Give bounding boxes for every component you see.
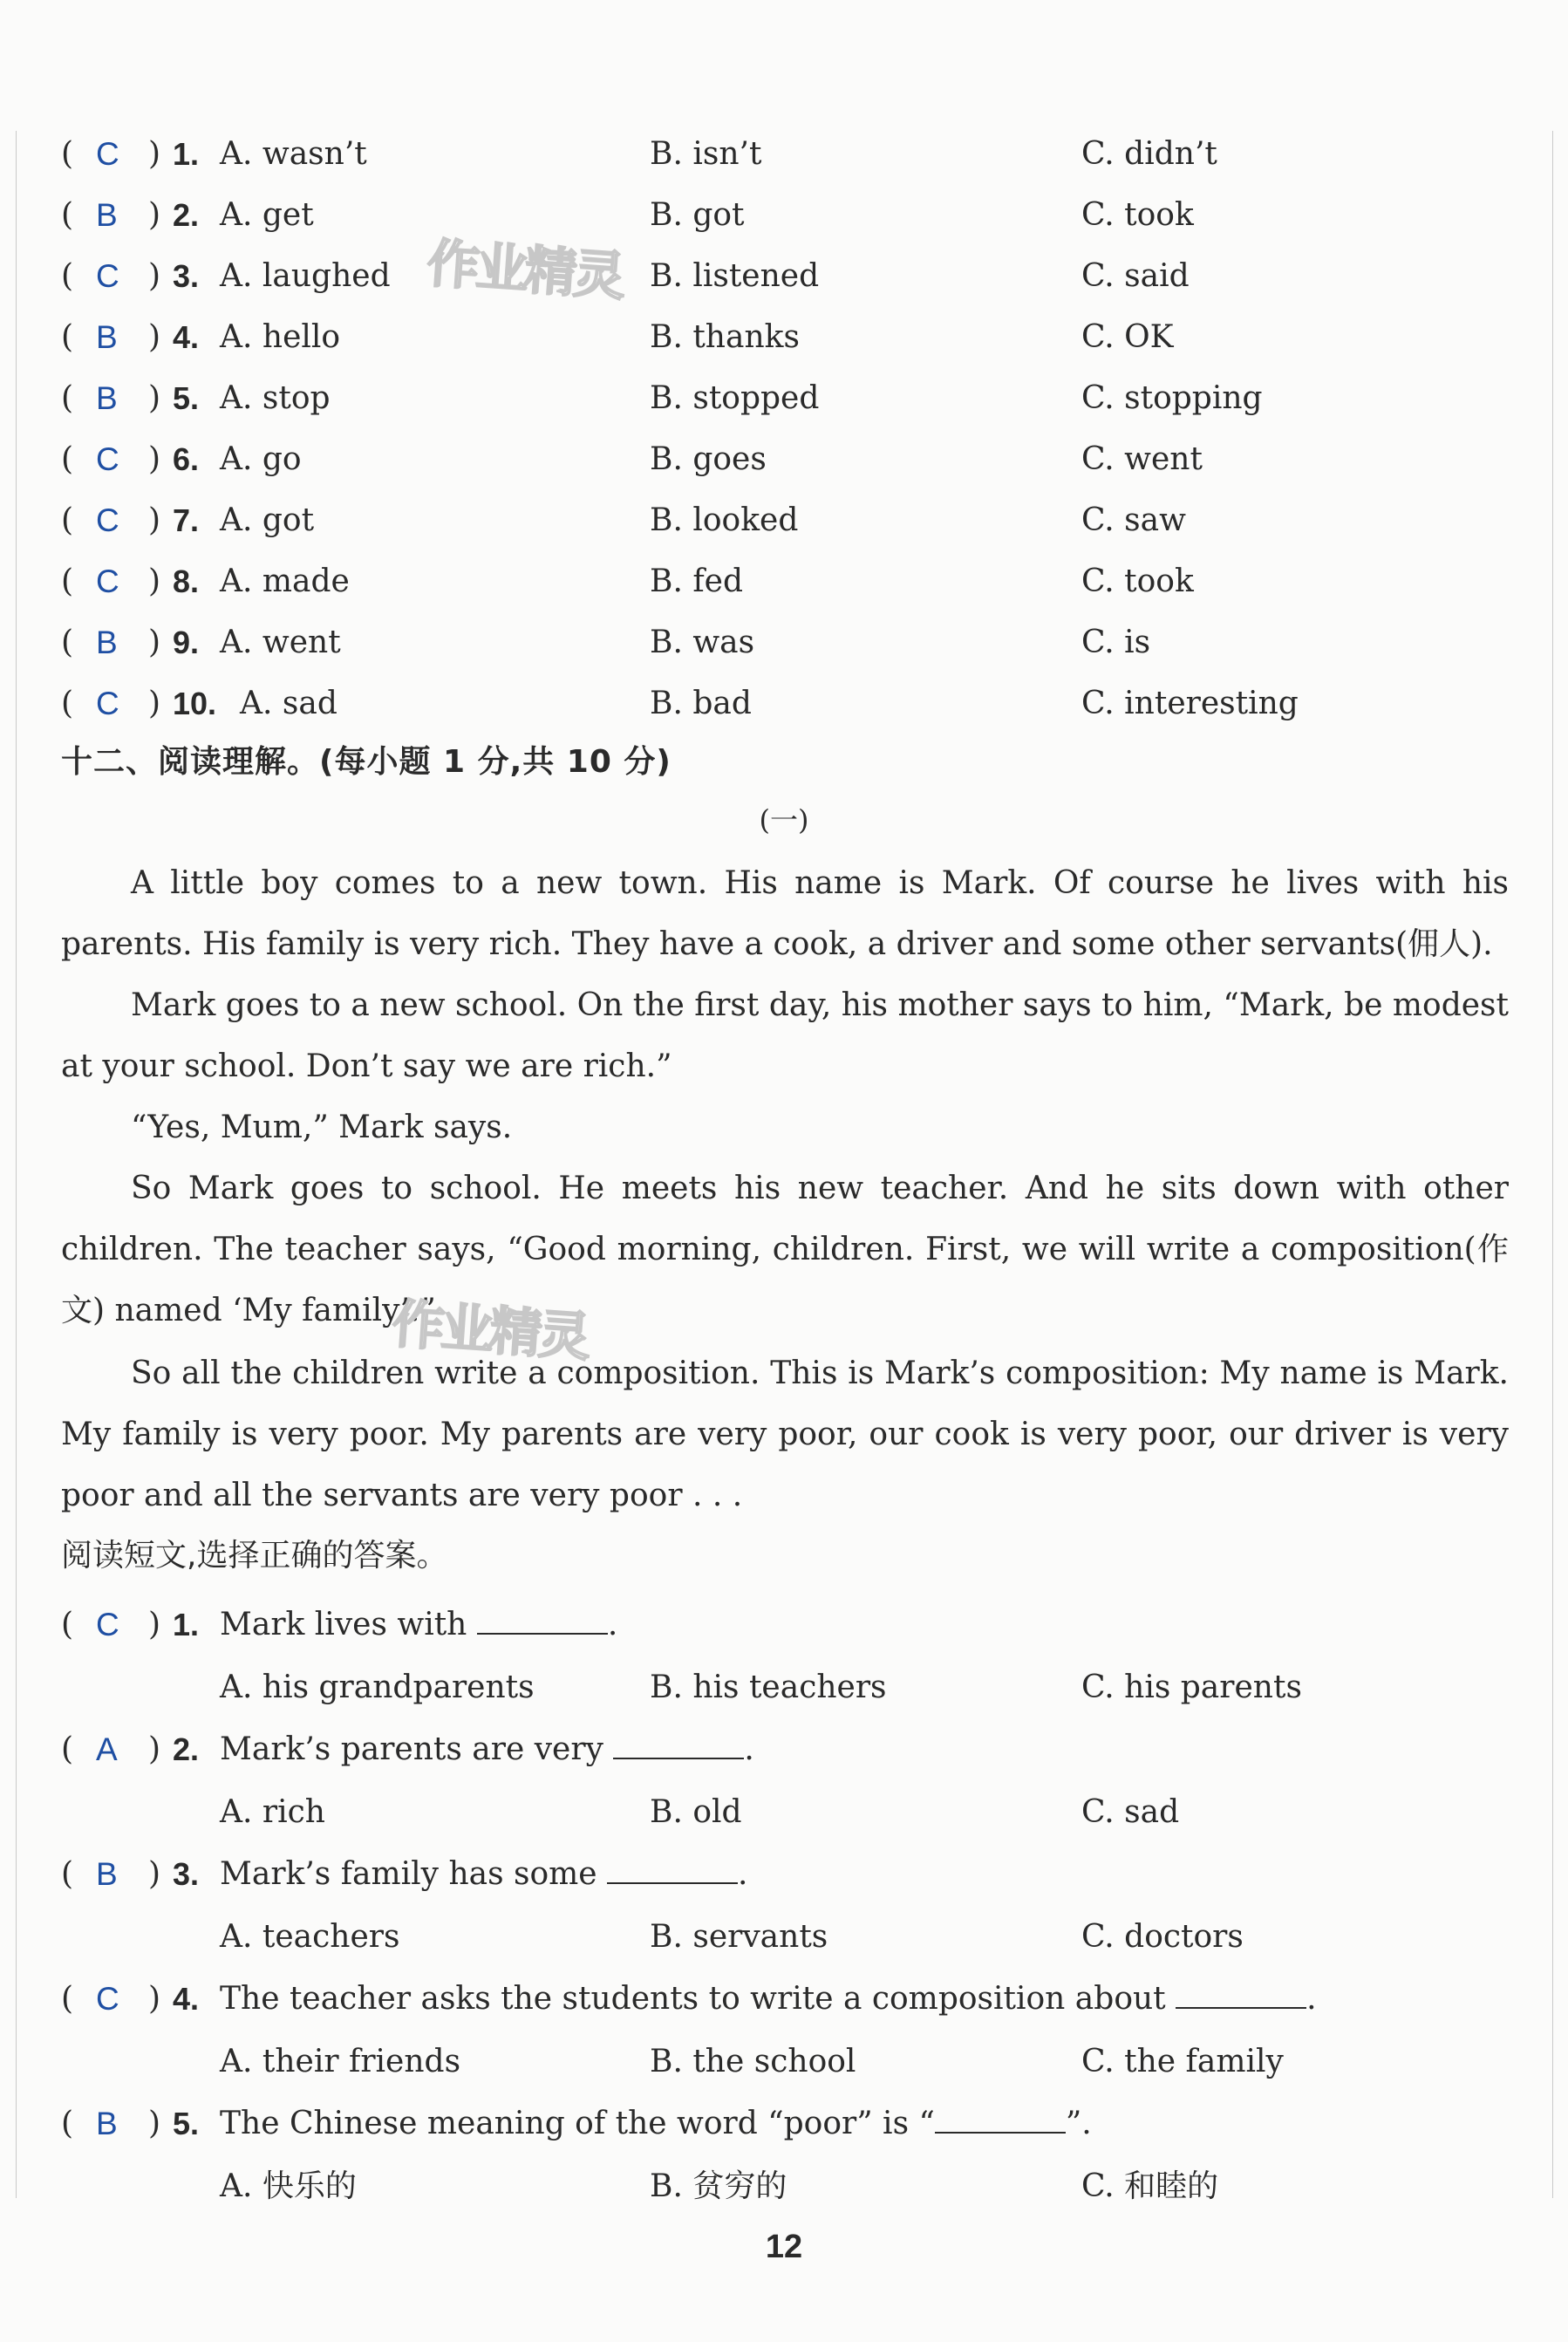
option-b: B. old xyxy=(650,1794,742,1830)
paren-close: ) xyxy=(148,136,161,172)
paren-open: ( xyxy=(61,319,74,355)
question-row xyxy=(0,1724,1568,1775)
answer-blank xyxy=(935,2106,1066,2134)
option-c: C. didn’t xyxy=(1081,136,1217,172)
passage-paragraph: A little boy comes to a new town. His name is Mark. Of course he lives with his parents. His family is very rich. They have a cook, a driver and some other servants(佣人). xyxy=(61,865,1509,962)
question-number: 3. xyxy=(173,1856,200,1892)
paren-open: ( xyxy=(61,136,74,172)
question-text: Mark’s parents are very . xyxy=(220,1731,754,1767)
answer-blank xyxy=(607,1856,738,1884)
option-c: C. doctors xyxy=(1081,1919,1244,1955)
paren-open: ( xyxy=(61,1731,74,1767)
option-c: C. OK xyxy=(1081,319,1174,355)
cloze-row xyxy=(0,251,1568,302)
paren-close: ) xyxy=(148,258,161,294)
cloze-row xyxy=(0,312,1568,363)
paren-open: ( xyxy=(61,686,74,721)
options-row xyxy=(0,2161,1568,2212)
section-title: 十二、阅读理解。(每小题 1 分,共 10 分) xyxy=(61,744,672,780)
options-row xyxy=(0,1787,1568,1838)
paren-close: ) xyxy=(148,686,161,721)
question-text: Mark lives with . xyxy=(220,1607,618,1642)
answer-letter: C xyxy=(96,1607,119,1642)
answer-letter: C xyxy=(96,136,119,172)
option-b: B. goes xyxy=(650,441,767,477)
option-a: A. got xyxy=(220,502,315,538)
option-c: C. the family xyxy=(1081,2044,1284,2079)
page-number: 12 xyxy=(765,2229,803,2265)
cloze-row xyxy=(0,434,1568,485)
option-b: B. the school xyxy=(650,2044,856,2079)
paren-open: ( xyxy=(61,625,74,660)
paren-open: ( xyxy=(61,502,74,538)
cloze-row xyxy=(0,495,1568,546)
option-b: B. isn’t xyxy=(650,136,762,172)
answer-letter: B xyxy=(96,625,118,660)
option-b: B. was xyxy=(650,625,755,660)
answer-letter: A xyxy=(96,1731,118,1767)
paren-close: ) xyxy=(148,319,161,355)
question-number: 9. xyxy=(173,625,200,660)
question-row xyxy=(0,1849,1568,1900)
question-number: 1. xyxy=(173,136,200,172)
answer-letter: C xyxy=(96,258,119,294)
question-row xyxy=(0,1600,1568,1650)
option-a: A. their friends xyxy=(220,2044,461,2079)
answer-letter: C xyxy=(96,502,119,538)
question-text: Mark’s family has some . xyxy=(220,1856,748,1892)
option-b: B. stopped xyxy=(650,380,820,416)
paren-close: ) xyxy=(148,1731,161,1767)
question-number: 3. xyxy=(173,258,200,294)
answer-letter: B xyxy=(96,380,118,416)
answer-letter: B xyxy=(96,319,118,355)
cloze-row xyxy=(0,556,1568,607)
question-number: 8. xyxy=(173,563,200,599)
option-b: B. his teachers xyxy=(650,1669,887,1705)
paren-close: ) xyxy=(148,197,161,233)
answer-blank xyxy=(1176,1981,1306,2009)
cloze-row xyxy=(0,190,1568,241)
options-row xyxy=(0,2037,1568,2087)
paren-close: ) xyxy=(148,1607,161,1642)
cloze-row xyxy=(0,618,1568,668)
option-a: A. made xyxy=(220,563,350,599)
option-a: A. hello xyxy=(220,319,341,355)
paren-close: ) xyxy=(148,2106,161,2141)
question-text: The teacher asks the students to write a composition about . xyxy=(220,1981,1317,2017)
option-a: A. teachers xyxy=(220,1919,400,1955)
paren-open: ( xyxy=(61,2106,74,2141)
question-number: 5. xyxy=(173,380,200,416)
option-c: C. interesting xyxy=(1081,686,1299,721)
watermark: 作业精灵 xyxy=(390,1294,590,1369)
option-b: B. 贫穷的 xyxy=(650,2168,787,2204)
option-b: B. got xyxy=(650,197,745,233)
part-label: (一) xyxy=(759,803,809,836)
answer-letter: B xyxy=(96,197,118,233)
question-row xyxy=(0,2099,1568,2149)
paren-open: ( xyxy=(61,563,74,599)
paren-open: ( xyxy=(61,1856,74,1892)
paren-close: ) xyxy=(148,1856,161,1892)
question-row xyxy=(0,1974,1568,2024)
options-row xyxy=(0,1663,1568,1713)
paren-close: ) xyxy=(148,441,161,477)
watermark: 作业精灵 xyxy=(425,233,624,308)
paren-open: ( xyxy=(61,258,74,294)
option-a: A. go xyxy=(220,441,302,477)
question-text: The Chinese meaning of the word “poor” is “ ”. xyxy=(220,2106,1092,2141)
option-c: C. went xyxy=(1081,441,1203,477)
cloze-row xyxy=(0,373,1568,424)
question-number: 2. xyxy=(173,1731,200,1767)
option-b: B. looked xyxy=(650,502,799,538)
cloze-row xyxy=(0,679,1568,729)
paren-close: ) xyxy=(148,1981,161,2017)
option-b: B. fed xyxy=(650,563,744,599)
option-c: C. his parents xyxy=(1081,1669,1302,1705)
option-c: C. said xyxy=(1081,258,1190,294)
option-b: B. thanks xyxy=(650,319,800,355)
question-number: 1. xyxy=(173,1607,200,1642)
option-b: B. bad xyxy=(650,686,752,721)
option-a: A. get xyxy=(220,197,314,233)
option-c: C. stopping xyxy=(1081,380,1263,416)
question-number: 6. xyxy=(173,441,200,477)
answer-letter: C xyxy=(96,1981,119,2017)
paren-close: ) xyxy=(148,625,161,660)
question-number: 7. xyxy=(173,502,200,538)
paren-close: ) xyxy=(148,380,161,416)
option-a: A. rich xyxy=(220,1794,325,1830)
paren-close: ) xyxy=(148,563,161,599)
option-a: A. wasn’t xyxy=(220,136,367,172)
option-a: A. 快乐的 xyxy=(220,2168,357,2204)
answer-letter: C xyxy=(96,686,119,721)
answer-blank xyxy=(613,1731,744,1759)
question-number: 2. xyxy=(173,197,200,233)
option-c: C. is xyxy=(1081,625,1151,660)
answer-letter: C xyxy=(96,441,119,477)
question-number: 4. xyxy=(173,319,200,355)
paren-open: ( xyxy=(61,441,74,477)
passage-paragraph: “Yes, Mum,” Mark says. xyxy=(131,1110,513,1145)
passage-paragraph: Mark goes to a new school. On the first day, his mother says to him, “Mark, be modest at your school. Don’t say we are rich.” xyxy=(61,987,1509,1084)
options-row xyxy=(0,1912,1568,1963)
option-c: C. took xyxy=(1081,197,1194,233)
question-number: 4. xyxy=(173,1981,200,2017)
option-c: C. saw xyxy=(1081,502,1186,538)
paren-open: ( xyxy=(61,197,74,233)
question-number: 5. xyxy=(173,2106,200,2141)
paren-open: ( xyxy=(61,1607,74,1642)
answer-letter: B xyxy=(96,1856,118,1892)
option-a: A. laughed xyxy=(220,258,391,294)
cloze-row xyxy=(0,129,1568,180)
option-a: A. stop xyxy=(220,380,331,416)
answer-letter: C xyxy=(96,563,119,599)
option-a: A. sad xyxy=(240,686,337,721)
option-a: A. went xyxy=(220,625,341,660)
option-c: C. sad xyxy=(1081,1794,1180,1830)
paren-open: ( xyxy=(61,1981,74,2017)
answer-letter: B xyxy=(96,2106,118,2141)
paren-close: ) xyxy=(148,502,161,538)
passage-paragraph: So all the children write a composition. This is Mark’s composition: My name is Mark. My family is very poor. My parents are very poor, our cook is very poor, our driver is very poor and all the servants are very poor . . . xyxy=(61,1355,1509,1513)
instruction: 阅读短文,选择正确的答案。 xyxy=(61,1538,448,1574)
paren-open: ( xyxy=(61,380,74,416)
option-c: C. 和睦的 xyxy=(1081,2168,1219,2204)
option-b: B. servants xyxy=(650,1919,828,1955)
option-c: C. took xyxy=(1081,563,1194,599)
answer-blank xyxy=(477,1607,608,1635)
passage-paragraph: So Mark goes to school. He meets his new teacher. And he sits down with other children. The teacher says, “Good morning, children. First, we will write a composition(作文) named ‘My family’.” xyxy=(61,1171,1509,1328)
question-number: 10. xyxy=(173,686,217,721)
option-b: B. listened xyxy=(650,258,820,294)
option-a: A. his grandparents xyxy=(220,1669,535,1705)
